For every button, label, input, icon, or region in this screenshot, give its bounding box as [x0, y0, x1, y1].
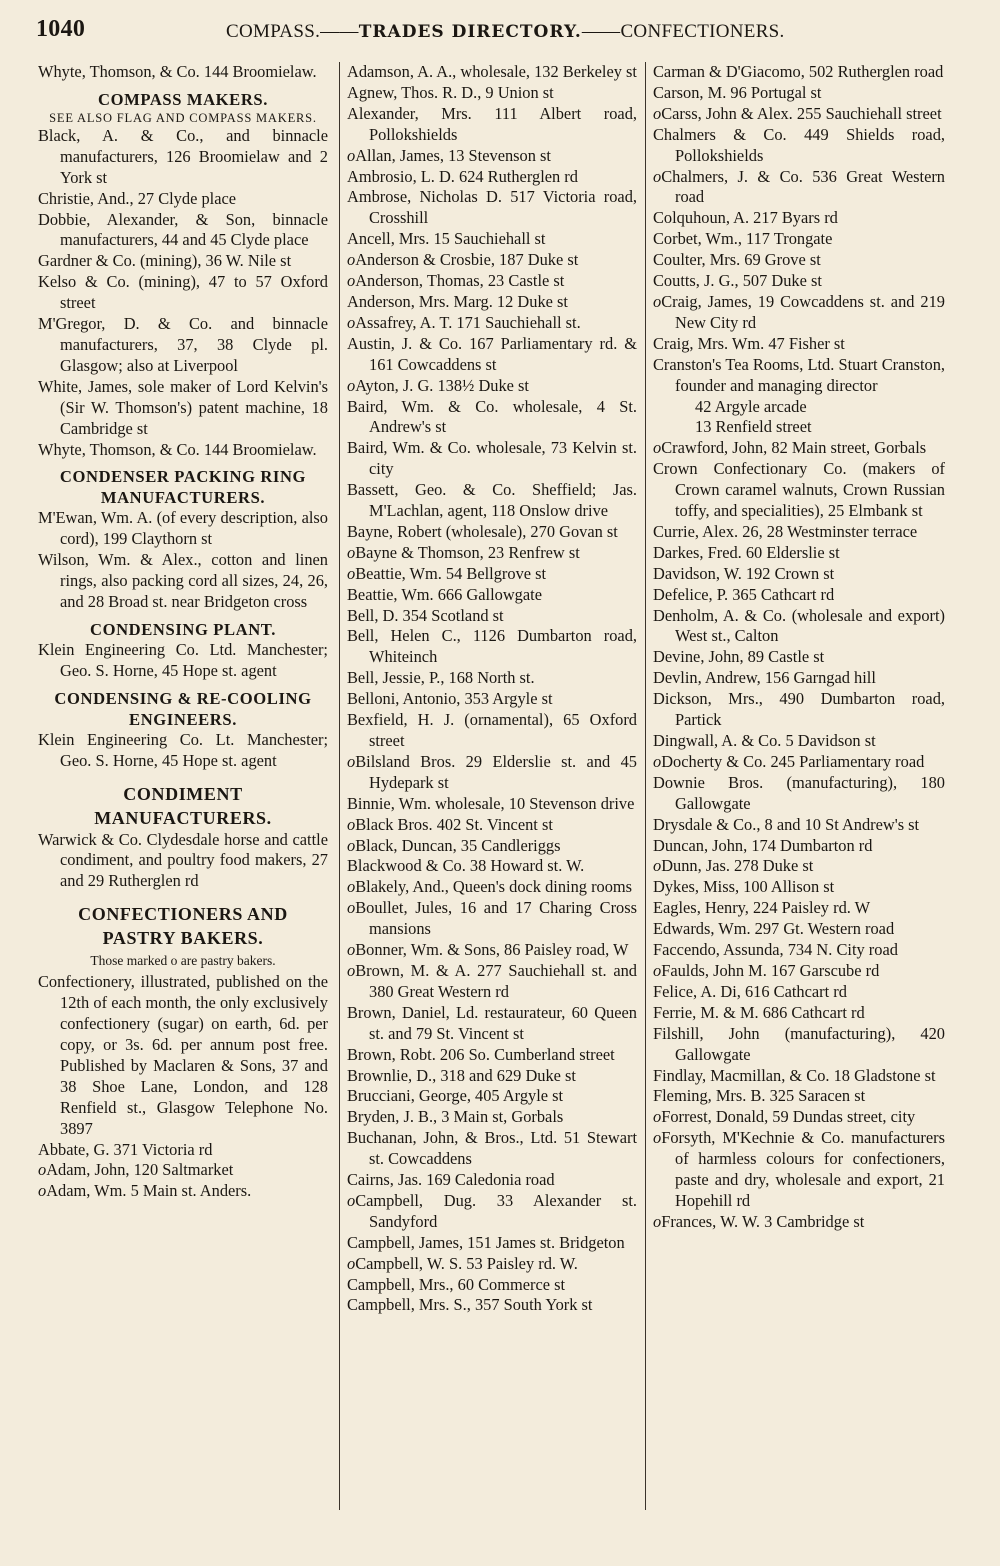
directory-entry: oForsyth, M'Kechnie & Co. manufacturers of harmless colours for confectioners, paste and dry, wholesale and export, 21 Hopehill rd [653, 1128, 945, 1210]
directory-entry: Bell, Jessie, P., 168 North st. [347, 668, 535, 688]
directory-entry: Dykes, Miss, 100 Allison st [653, 877, 835, 897]
section-heading: COMPASS MAKERS. [97, 89, 269, 109]
directory-entry: Brown, Daniel, Ld. restaurateur, 60 Queen st. and 79 St. Vincent st [347, 1002, 637, 1043]
directory-entry: Bexfield, H. J. (ornamental), 65 Oxford street [347, 710, 637, 750]
directory-entry: oBrown, M. & A. 277 Sauchiehall st. and 380 Great Western rd [347, 960, 637, 1001]
directory-entry: Warwick & Co. Clydesdale horse and cattle condiment, and poultry food makers, 27 and 29 Rutherglen rd [38, 829, 328, 891]
directory-entry: oFrances, W. W. 3 Cambridge st [653, 1211, 865, 1231]
directory-entry: oCampbell, Dug. 33 Alexander st. Sandyford [347, 1190, 637, 1231]
directory-entry: Devlin, Andrew, 156 Garngad hill [653, 668, 876, 688]
directory-entry: Ancell, Mrs. 15 Sauchiehall st [347, 229, 546, 249]
directory-entry: Carman & D'Giacomo, 502 Rutherglen road [653, 62, 944, 81]
directory-entry: Duncan, John, 174 Dumbarton rd [653, 835, 873, 855]
directory-entry: Campbell, Mrs. S., 357 South York st [347, 1295, 593, 1315]
section-heading: CONDENSING PLANT. [90, 619, 276, 639]
directory-entry: Colquhoun, A. 217 Byars rd [653, 208, 838, 228]
directory-entry: Beattie, Wm. 666 Gallowgate [347, 584, 542, 604]
section-heading: CONDENSING & RE-COOLING ENGINEERS. [54, 688, 312, 729]
directory-entry: oAyton, J. G. 138½ Duke st [347, 375, 529, 395]
directory-entry: Felice, A. Di, 616 Cathcart rd [653, 981, 847, 1001]
directory-entry: White, James, sole maker of Lord Kelvin's (Sir W. Thomson's) patent machine, 18 Cambridge st [38, 376, 328, 438]
directory-entry: Wilson, Wm. & Alex., cotton and linen rings, also packing cord all sizes, 24, 26, and 28 Broad st. near Bridgeton cross [38, 550, 328, 612]
directory-entry: Austin, J. & Co. 167 Parliamentary rd. & 161 Cowcaddens st [347, 333, 637, 374]
directory-entry: Fleming, Mrs. B. 325 Saracen st [653, 1086, 866, 1106]
directory-entry: oBlack Bros. 402 St. Vincent st [347, 814, 553, 834]
section-heading: CONFECTIONERS AND PASTRY BAKERS. [78, 904, 288, 949]
directory-entry: Blackwood & Co. 38 Howard st. W. [347, 856, 585, 876]
directory-entry: Buchanan, John, & Bros., Ltd. 51 Stewart st. Cowcaddens [347, 1128, 637, 1169]
header-left: COMPASS. [226, 21, 321, 42]
directory-entry: Binnie, Wm. wholesale, 10 Stevenson drive [347, 793, 635, 813]
directory-entry: oAllan, James, 13 Stevenson st [347, 145, 551, 165]
section-heading: CONDENSER PACKING RING MANUFACTURERS. [59, 467, 307, 508]
directory-entry: Campbell, James, 151 James st. Bridgeton [347, 1232, 625, 1252]
column-divider [645, 62, 646, 1510]
directory-entry: Eagles, Henry, 224 Paisley rd. W [653, 898, 871, 918]
directory-entry: oBeattie, Wm. 54 Bellgrove st [347, 563, 547, 583]
directory-entry: oBlakely, And., Queen's dock dining rooms [347, 877, 633, 897]
directory-entry: Cranston's Tea Rooms, Ltd. Stuart Cranston, founder and managing director [653, 354, 945, 395]
directory-entry: Kelso & Co. (mining), 47 to 57 Oxford street [38, 272, 328, 313]
directory-entry: Coulter, Mrs. 69 Grove st [653, 250, 821, 270]
directory-entry: M'Ewan, Wm. A. (of every description, also cord), 199 Claythorn st [38, 508, 328, 549]
directory-entry: oCraig, James, 19 Cowcaddens st. and 219 New City rd [653, 291, 945, 332]
directory-entry: oAnderson & Crosbie, 187 Duke st [347, 250, 579, 270]
directory-entry: Corbet, Wm., 117 Trongate [653, 229, 833, 249]
directory-entry: Abbate, G. 371 Victoria rd [38, 1139, 213, 1159]
directory-entry: Klein Engineering Co. Ltd. Manchester; Geo. S. Horne, 45 Hope st. agent [38, 639, 328, 680]
directory-entry: Edwards, Wm. 297 Gt. Western road [653, 919, 895, 939]
header-right: CONFECTIONERS. [620, 21, 785, 42]
directory-entry: Coutts, J. G., 507 Duke st [653, 271, 822, 291]
section-note: SEE ALSO FLAG AND COMPASS MAKERS. [49, 110, 317, 125]
directory-entry: Downie Bros. (manufacturing), 180 Gallowgate [653, 772, 945, 813]
header-title [226, 21, 785, 43]
directory-entry: Belloni, Antonio, 353 Argyle st [347, 689, 553, 709]
directory-entry: oCarss, John & Alex. 255 Sauchiehall street [653, 103, 942, 123]
directory-entry: Defelice, P. 365 Cathcart rd [653, 584, 835, 604]
directory-entry: Bell, Helen C., 1126 Dumbarton road, Whiteinch [347, 626, 637, 667]
directory-entry: Drysdale & Co., 8 and 10 St Andrew's st [653, 814, 920, 834]
header-dash: —— [581, 21, 621, 42]
running-header [36, 16, 836, 50]
section-note: Those marked o are pastry bakers. [90, 953, 276, 969]
page-number: 1040 [36, 16, 86, 42]
directory-entry: Baird, Wm. & Co. wholesale, 4 St. Andrew's st [347, 396, 637, 437]
directory-entry: Agnew, Thos. R. D., 9 Union st [347, 82, 554, 102]
directory-entry: Brownlie, D., 318 and 629 Duke st [347, 1065, 576, 1085]
directory-entry: oBlack, Duncan, 35 Candleriggs [347, 835, 561, 855]
directory-entry: Bryden, J. B., 3 Main st, Gorbals [347, 1107, 564, 1127]
directory-entry: Devine, John, 89 Castle st [653, 647, 825, 667]
directory-entry: Klein Engineering Co. Lt. Manchester; Geo. S. Horne, 45 Hope st. agent [38, 729, 328, 770]
directory-entry: Anderson, Mrs. Marg. 12 Duke st [347, 291, 568, 311]
directory-entry: Ferrie, M. & M. 686 Cathcart rd [653, 1002, 865, 1022]
directory-entry: Cairns, Jas. 169 Caledonia road [347, 1170, 555, 1190]
column-3 [653, 62, 945, 1233]
header-dash: —— [320, 21, 359, 42]
directory-entry: Bell, D. 354 Scotland st [347, 605, 504, 625]
directory-entry: Adamson, A. A., wholesale, 132 Berkeley st [347, 62, 637, 81]
directory-entry: Dingwall, A. & Co. 5 Davidson st [653, 731, 876, 750]
directory-entry: Filshill, John (manufacturing), 420 Gallowgate [653, 1023, 945, 1064]
directory-entry: oFaulds, John M. 167 Garscube rd [653, 960, 880, 980]
directory-entry: oBoullet, Jules, 16 and 17 Charing Cross mansions [347, 898, 637, 939]
directory-entry: Davidson, W. 192 Crown st [653, 563, 835, 583]
directory-entry: oAdam, Wm. 5 Main st. Anders. [38, 1181, 252, 1201]
directory-entry: oDunn, Jas. 278 Duke st [653, 856, 814, 876]
directory-entry: Chalmers & Co. 449 Shields road, Pollokshields [653, 124, 945, 165]
directory-entry: oDocherty & Co. 245 Parliamentary road [653, 751, 925, 771]
directory-entry: Bassett, Geo. & Co. Sheffield; Jas. M'Lachlan, agent, 118 Onslow drive [347, 480, 637, 521]
directory-entry: Confectionery, illustrated, published on the 12th of each month, the only exclusively confectionery (sugar) on earth, 6d. per copy, or 3s. 6d. per annum post free. Published by Maclaren & Sons, 37 and 38 Shoe Lane, London, and 128 Renfield st., Glasgow Telephone No. 3897 [38, 972, 328, 1138]
directory-entry: Ambrose, Nicholas D. 517 Victoria road, Crosshill [347, 187, 637, 228]
column-divider [339, 62, 340, 1510]
directory-entry: Gardner & Co. (mining), 36 W. Nile st [38, 251, 292, 271]
directory-entry: M'Gregor, D. & Co. and binnacle manufacturers, 37, 38 Clyde pl. Glasgow; also at Liverpool [38, 314, 328, 375]
directory-entry: Currie, Alex. 26, 28 Westminster terrace [653, 521, 918, 541]
directory-entry: oAssafrey, A. T. 171 Sauchiehall st. [347, 312, 581, 332]
directory-entry: Whyte, Thomson, & Co. 144 Broomielaw. [38, 439, 317, 459]
directory-entry: oCrawford, John, 82 Main street, Gorbals [653, 438, 927, 458]
directory-entry: oForrest, Donald, 59 Dundas street, city [653, 1107, 916, 1127]
directory-entry: Craig, Mrs. Wm. 47 Fisher st [653, 333, 845, 353]
directory-entry: Carson, M. 96 Portugal st [653, 82, 822, 102]
directory-entry: Darkes, Fred. 60 Elderslie st [653, 542, 840, 562]
directory-entry: oCampbell, W. S. 53 Paisley rd. W. [347, 1253, 578, 1273]
directory-entry: Brown, Robt. 206 So. Cumberland street [347, 1044, 615, 1064]
directory-entry: Christie, And., 27 Clyde place [38, 188, 237, 208]
section-heading: CONDIMENT MANUFACTURERS. [94, 783, 272, 828]
directory-entry: Bayne, Robert (wholesale), 270 Govan st [347, 521, 618, 541]
directory-entry: Brucciani, George, 405 Argyle st [347, 1086, 564, 1106]
directory-entry: Black, A. & Co., and binnacle manufacturers, 126 Broomielaw and 2 York st [38, 125, 328, 187]
directory-entry: oChalmers, J. & Co. 536 Great Western road [653, 166, 945, 207]
directory-entry: Dickson, Mrs., 490 Dumbarton road, Partick [653, 689, 945, 730]
directory-entry: Alexander, Mrs. 111 Albert road, Pollokshields [347, 103, 637, 144]
directory-entry: Baird, Wm. & Co. wholesale, 73 Kelvin st. city [347, 438, 637, 479]
directory-entry: Findlay, Macmillan, & Co. 18 Gladstone st [653, 1065, 936, 1085]
directory-entry: Crown Confectionary Co. (makers of Crown caramel walnuts, Crown Russian toffy, and specialities), 25 Elmbank st [653, 459, 945, 521]
directory-entry: Dobbie, Alexander, & Son, binnacle manufacturers, 44 and 45 Clyde place [38, 209, 328, 250]
directory-entry: Denholm, A. & Co. (wholesale and export) West st., Calton [653, 605, 945, 646]
directory-entry: oBilsland Bros. 29 Elderslie st. and 45 Hydepark st [347, 751, 637, 792]
column-1 [38, 62, 328, 1202]
directory-entry: oAdam, John, 120 Saltmarket [38, 1160, 234, 1180]
entry-continuation: 13 Renfield street [695, 417, 812, 437]
directory-entry: Campbell, Mrs., 60 Commerce st [347, 1274, 566, 1294]
directory-entry: oAnderson, Thomas, 23 Castle st [347, 271, 565, 291]
directory-entry: oBonner, Wm. & Sons, 86 Paisley road, W [347, 940, 629, 960]
directory-entry: Ambrosio, L. D. 624 Rutherglen rd [347, 166, 578, 186]
column-2 [347, 62, 637, 1316]
header-center: TRADES DIRECTORY. [358, 22, 582, 42]
directory-entry: Faccendo, Assunda, 734 N. City road [653, 940, 898, 960]
directory-entry: Whyte, Thomson, & Co. 144 Broomielaw. [38, 62, 317, 81]
directory-entry: oBayne & Thomson, 23 Renfrew st [347, 542, 580, 562]
entry-continuation: 42 Argyle arcade [695, 396, 807, 416]
